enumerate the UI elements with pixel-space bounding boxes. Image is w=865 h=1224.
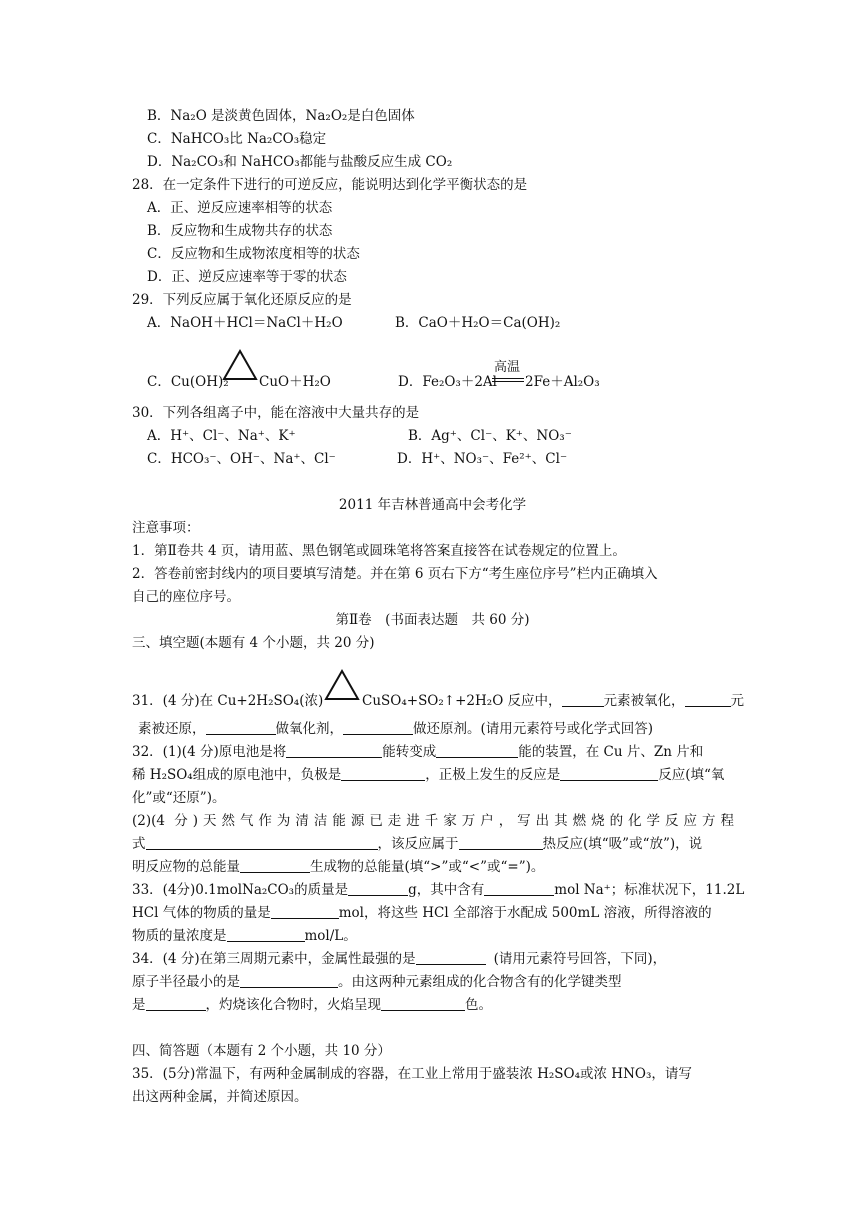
answer-blank[interactable] <box>560 766 658 781</box>
q34-line1: 34．(4 分)在第三周期元素中，金属性最强的是 (请用元素符号回答，下同)， <box>132 951 667 967</box>
short-answer-section-title: 四、简答题（本题有 2 个小题，共 10 分） <box>132 1043 391 1059</box>
q30-option-a: A．H⁺、Cl⁻、Na⁺、K⁺ <box>147 428 296 444</box>
q34-line2: 原子半径最小的是 。由这两种元素组成的化合物含有的化学键类型 <box>132 974 622 990</box>
answer-blank[interactable] <box>459 835 543 850</box>
q32-part2-line2: 式 ，该反应属于 热反应(填“吸”或“放”)，说 <box>132 836 703 852</box>
answer-blank[interactable] <box>206 720 276 735</box>
q31-line2: 素被还原， 做氧化剂， 做还原剂。(请用元素符号或化学式回答) <box>138 721 654 737</box>
exam-title: 2011 年吉林普通高中会考化学 <box>338 497 527 513</box>
answer-blank[interactable] <box>286 743 382 758</box>
answer-blank[interactable] <box>146 996 206 1011</box>
q35-line1: 35．(5分)常温下，有两种金属制成的容器，在工业上常用于盛装浓 H₂SO₄或浓 HNO₃，请写 <box>132 1066 692 1082</box>
q31-line1: 31．(4 分)在 Cu+2H₂SO₄(浓) <box>132 693 324 709</box>
q28-option-d: D．正、逆反应速率等于零的状态 <box>147 269 347 285</box>
q32-part2-line3: 明反应物的总能量 生成物的总能量(填“>”或“<”或“=”)。 <box>132 859 545 875</box>
reaction-equals-sign <box>492 378 524 382</box>
answer-blank[interactable] <box>381 996 465 1011</box>
q30-option-c: C．HCO₃⁻、OH⁻、Na⁺、Cl⁻ <box>147 451 336 467</box>
answer-blank[interactable] <box>416 950 486 965</box>
notice-heading: 注意事项： <box>132 520 200 536</box>
notice-item-1: 1．第Ⅱ卷共 4 页，请用蓝、黑色钢笔或圆珠笔将答案直接答在试卷规定的位置上。 <box>132 543 626 559</box>
q28-option-c: C．反应物和生成物浓度相等的状态 <box>147 246 360 262</box>
answer-blank[interactable] <box>348 881 408 896</box>
notice-item-2-cont: 自己的座位序号。 <box>132 589 240 605</box>
answer-blank[interactable] <box>562 692 604 707</box>
answer-blank[interactable] <box>240 858 310 873</box>
q28-option-b: B．反应物和生成物共存的状态 <box>147 223 333 239</box>
answer-blank[interactable] <box>343 720 413 735</box>
q32-part2-line1: (2)(4 分)天然气作为清洁能源已走进千家万户，写出其燃烧的化学反应方程 <box>132 813 734 829</box>
q30-option-b: B．Ag⁺、Cl⁻、K⁺、NO₃⁻ <box>408 428 572 444</box>
q29-option-d-right: 2Fe＋Al₂O₃ <box>525 374 600 390</box>
q32-line1: 32．(1)(4 分)原电池是将 能转变成 能的装置，在 Cu 片、Zn 片和 <box>132 744 704 760</box>
q27-option-b: B．Na₂O 是淡黄色固体，Na₂O₂是白色固体 <box>147 108 415 124</box>
answer-blank[interactable] <box>227 927 305 942</box>
q29-option-c-left: C．Cu(OH)₂ <box>147 374 229 390</box>
answer-blank[interactable] <box>685 692 731 707</box>
notice-item-2: 2．答卷前密封线内的项目要填写清楚。并在第 6 页右下方“考生座位序号”栏内正确填入 <box>132 566 658 582</box>
q29-option-d-left: D．Fe₂O₃＋2Al <box>398 374 497 390</box>
fill-section-title: 三、填空题(本题有 4 个小题，共 20 分) <box>132 635 375 651</box>
q28-stem: 28．在一定条件下进行的可逆反应，能说明达到化学平衡状态的是 <box>132 177 528 193</box>
q30-stem: 30．下列各组离子中，能在溶液中大量共存的是 <box>132 405 420 421</box>
q29-option-a: A．NaOH＋HCl＝NaCl＋H₂O <box>147 315 343 331</box>
q34-line3: 是 ，灼烧该化合物时，火焰呈现 色。 <box>132 997 492 1013</box>
heat-triangle-icon <box>323 668 361 702</box>
answer-blank[interactable] <box>341 766 425 781</box>
q33-line2: HCl 气体的物质的量是 mol，将这些 HCl 全部溶于水配成 500mL 溶液，所得溶液的 <box>132 905 712 921</box>
q27-option-d: D．Na₂CO₃和 NaHCO₃都能与盐酸反应生成 CO₂ <box>147 154 453 170</box>
q29-option-c-right: CuO＋H₂O <box>259 374 331 390</box>
answer-blank[interactable] <box>240 973 338 988</box>
answer-blank[interactable] <box>436 743 518 758</box>
answer-blank[interactable] <box>271 904 339 919</box>
q28-option-a: A．正、逆反应速率相等的状态 <box>147 200 333 216</box>
q29-option-b: B．CaO＋H₂O＝Ca(OH)₂ <box>395 315 561 331</box>
q30-option-d: D．H⁺、NO₃⁻、Fe²⁺、Cl⁻ <box>397 451 568 467</box>
q29-condition-high-temp: 高温 <box>494 360 521 375</box>
q27-option-c: C．NaHCO₃比 Na₂CO₃稳定 <box>147 131 327 147</box>
q33-line3: 物质的量浓度是 mol/L。 <box>132 928 357 944</box>
q35-line2: 出这两种金属，并简述原因。 <box>132 1089 308 1105</box>
part-title: 第Ⅱ卷 (书面表达题 共 60 分) <box>335 612 530 628</box>
q32-line3: 化”或“还原”)。 <box>132 790 226 806</box>
answer-blank[interactable] <box>146 835 378 850</box>
q32-line2: 稀 H₂SO₄组成的原电池中，负极是 ，正极上发生的反应是 反应(填“氧 <box>132 767 725 783</box>
heat-triangle-icon <box>221 348 259 382</box>
answer-blank[interactable] <box>484 881 554 896</box>
q33-line1: 33．(4分)0.1molNa₂CO₃的质量是 g，其中含有 mol Na⁺；标准状况下，11.2L <box>132 882 745 898</box>
q29-stem: 29．下列反应属于氧化还原反应的是 <box>132 292 352 308</box>
q31-line1-cont: CuSO₄+SO₂↑+2H₂O 反应中， 元素被氧化， 元 <box>362 693 745 709</box>
